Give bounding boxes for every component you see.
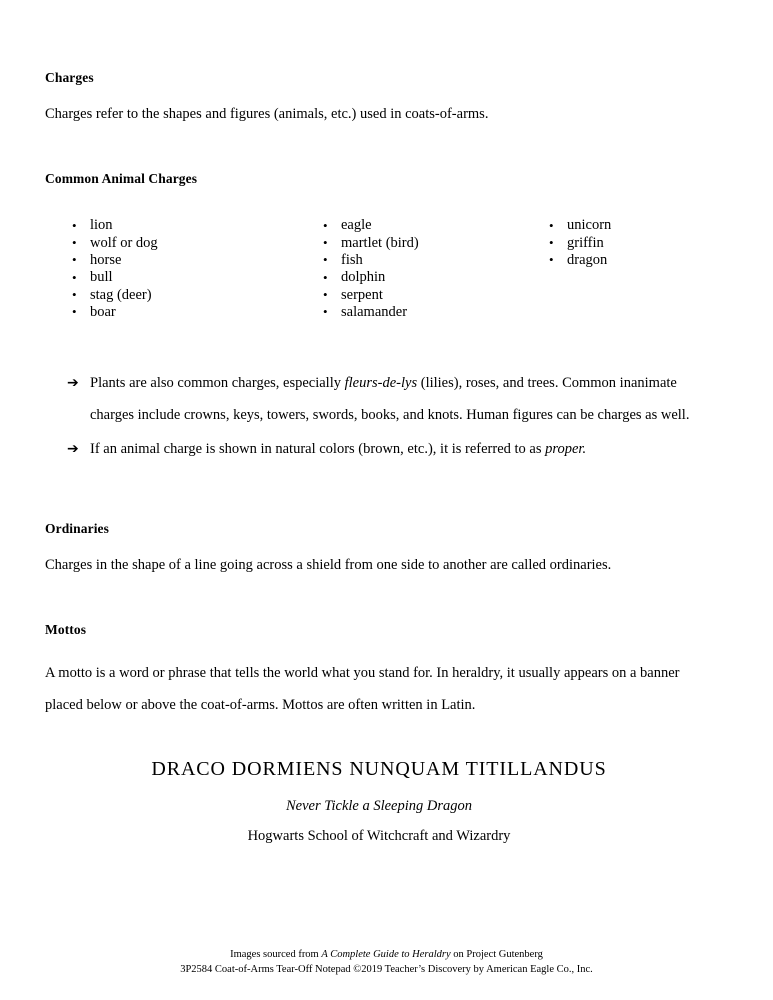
spacer [45,86,713,104]
charges-notes-list [45,367,713,465]
page-footer [0,948,773,977]
list-item: • bull [45,269,301,286]
note-proper-colors [45,433,715,465]
paragraph-charges: Charges refer to the shapes and figures (animals, etc.) used in coats-of-arms. [45,106,489,123]
list-item: • boar [45,304,301,321]
spacer [45,639,713,657]
bullet-list-column-1 [45,217,301,321]
heading-common-animal-charges: Common Animal Charges [45,171,198,187]
heading-mottos: Mottos [45,622,87,638]
list-item: • horse [45,252,301,269]
bullet-list-column-2 [301,217,527,321]
list-item: • lion [45,217,301,234]
list-item: • dragon [527,252,713,269]
spacer [45,537,713,555]
paragraph-mottos: A motto is a word or phrase that tells the world what you stand for. In heraldry, it usually appears on a banner placed below or above the coat-of-arms. Mottos are often written in Latin. [45,664,680,713]
list-item: • eagle [301,217,527,234]
footer-prefix: Images sourced from [230,949,322,960]
spacer [45,721,713,757]
list-item: • serpent [301,287,527,304]
note-text-part: If an animal charge is shown in natural colors (brown, etc.), it is referred to as [90,441,546,458]
animal-charges-column-1 [45,217,301,321]
arrow-right-icon: ➔ [67,441,79,458]
animal-charges-column-3 [527,217,713,321]
footer-line-attribution [0,948,773,963]
note-text-emphasis: proper. [545,441,587,458]
bullet-list-column-3 [527,217,713,269]
animal-charges-columns [45,217,713,321]
heading-ordinaries: Ordinaries [45,521,109,537]
motto-source-text: Hogwarts School of Witchcraft and Wizardry [247,828,511,845]
document-content [45,70,713,846]
animal-charges-column-2 [301,217,527,321]
note-plants-charges [45,367,715,431]
heading-charges: Charges [45,70,94,85]
arrow-right-icon: ➔ [67,375,79,392]
motto-latin-text: DRACO DORMIENS NUNQUAM TITILLANDUS [151,757,607,780]
list-item: • dolphin [301,269,527,286]
footer-book-title: A Complete Guide to Heraldry [321,949,451,960]
list-item: • unicorn [527,217,713,234]
footer-suffix: on Project Gutenberg [450,949,543,960]
note-text-part: Plants are also common charges, especially [90,375,345,392]
list-item: • salamander [301,304,527,321]
motto-translation-text: Never Tickle a Sleeping Dragon [285,797,473,814]
spacer [45,125,713,171]
spacer [45,465,713,521]
paragraph-ordinaries: Charges in the shape of a line going across a shield from one side to another are called ordinaries. [45,557,612,574]
spacer [45,576,713,622]
list-item: • griffin [527,235,713,252]
list-item: • fish [301,252,527,269]
spacer [45,321,713,367]
motto-example-block [45,757,713,847]
spacer [45,187,713,217]
list-item: • stag (deer) [45,287,301,304]
footer-line-copyright: 3P2584 Coat-of-Arms Tear-Off Notepad ©2019 Teacher’s Discovery by American Eagle Co., Inc. [180,963,593,975]
list-item: • wolf or dog [45,235,301,252]
note-text-emphasis: fleurs-de-lys [344,375,418,392]
list-item: • martlet (bird) [301,235,527,252]
note-text-part: (lilies), roses, and trees. Common inanimate charges include crowns, keys, towers, swords, books, and knots. Human figures can be charges as well. [90,375,690,424]
